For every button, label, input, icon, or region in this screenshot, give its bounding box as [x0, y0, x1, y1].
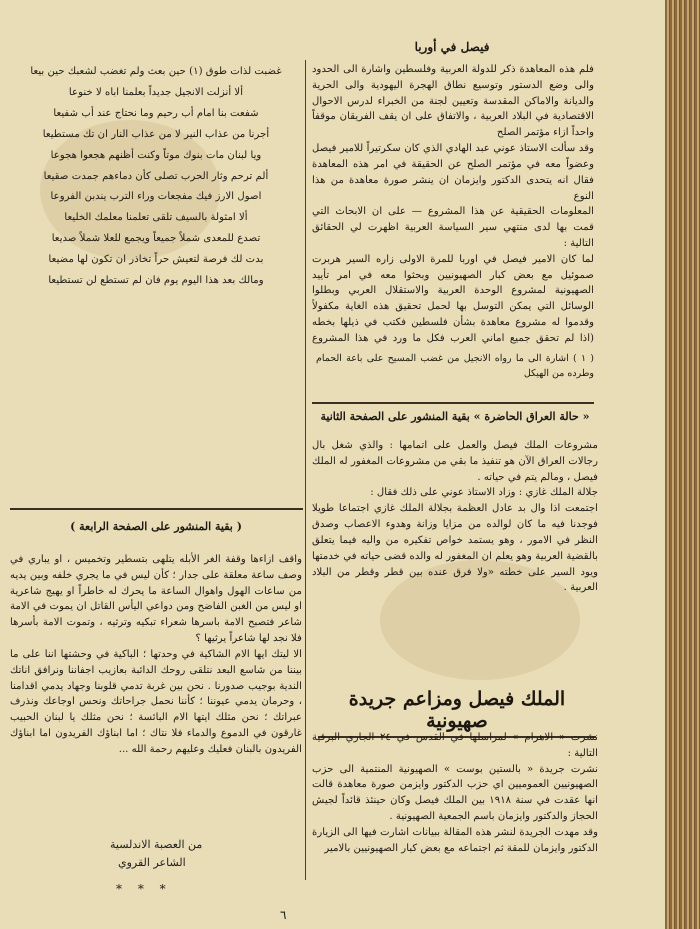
article-body	[312, 730, 598, 925]
page-number: ٦	[280, 908, 287, 922]
paragraph: وقد مهدت الجريدة لنشر هذه المقالة ببيانات اشارت فيها الى الزيارة الدكتور وايزمان للمقة ثم اجتماعه مع بعض كبار الصهيونيين بالامير	[312, 826, 598, 854]
paragraph: واقف ازاءها وقفة الغر الأبله يتلهى بتسطير وتخميس ، او يباري في وصف ساعة معلقة على جدار ؛ كأن ليس في ما يجري خلفه وبين يديه من ساعات الهول واهوال الساعة ما يحرك له خاطراً او يهيج شاعرية او ليس من الغبن الفاضح ومن دواعي اليأس القاتل ان يموت في الامة شاعر فتصبح الامة باسرها شعراء تبكيه وترثيه ، وتموت الامة بأسرها فلا نجد لها شاعراً يرثيها ؟	[10, 554, 302, 645]
paragraph: الا ليتك ايها الام الشاكية في وحدتها ؛ الباكية في وحشتها اننا على ما بيننا من شاسع البعد نتلقى روحك الدائبة بعازيب اجفاننا ونرافق اناتك الندية بوجيب صدورنا . نحن بين غربة تدمي قلوبنا وجهاد يدمي اقدامنا ، وحرمان يدمي عيوننا ؛ كأننا نحمل جراحاتك ونحس اوجاعك ونذرف عبراتك ؛ نحن مثلك ايتها الام البائسة ؛ نحن مثلك يا لبنان الحبيب غارقون في الدموع والدماء فلا نتاك ؛ اما ابناؤك الفريدون اما ابناؤك الفريدون بالبنان فعليك وعليهم رحمة الله ...	[10, 648, 302, 755]
column-divider	[305, 60, 306, 880]
poem-line: ألا أنزلت الانجيل جديداً بعلمنا اباه لا خنوعا	[68, 86, 244, 98]
left-continued-body	[10, 552, 302, 852]
poem-line: اصول الارز فيك مفجعات وراء الترب يندبن الفروعا	[50, 191, 262, 203]
paragraph: وقد سألت الاستاذ عوني عبد الهادي الذي كان سكرتيراً للامير فيصل وعضواً معه في مؤتمر الصلح عن الحقيقة في امر هذه المعاهدة فقال انه يتحدى الدكتور وايزمان ان ينشر صورة معاهدة من هذا النوع	[312, 143, 594, 202]
poem-line: أجرنا من عذاب النير لا من عذاب النار ان تك مستطيعا	[42, 128, 270, 140]
poem-column	[10, 62, 302, 502]
section-title-faisal-europe: فيصل في أوربا	[414, 40, 490, 54]
article-title: الملك فيصل ومزاعم جريدة صهيونية	[318, 688, 596, 738]
section-divider	[10, 508, 303, 510]
paragraph: لما كان الامير فيصل في اوربا للمرة الاولى زاره السير هربرت صموئيل مع بعض كبار الصهيونيين وبحثوا معه في امر تأييد الصهيونية لمشروع الوحدة العربية والاستقلال العربي وبطلوا الوسائل التي يمكن التوسل بها لحمل تحقيق هذه الغاية مكفولاً وقدموا له مشروع معاهدة بشأن فلسطين فكتب في ذيلها بخطه (اذا لم تحقق جميع اماني العرب فكل ما ورد في هذا المشروع	[312, 253, 594, 344]
signature-group: من العصبة الاندلسية	[110, 838, 203, 851]
paragraph: المعلومات الحقيقية عن هذا المشروع — على ان الابحاث التي قمت بها لدى منتهي سير السياسة العربية اظهرت لي الحقائق التالية :	[312, 206, 594, 249]
paragraph: جلالة الملك غازي : وزاد الاستاذ عوني على ذلك فقال :	[370, 487, 598, 499]
paragraph: نشرت جريدة « بالستين بوست » الصهيونية المنتمية الى حزب الصهيونيين العموميين اي حزب الدكتور وايزمن صورة معاهدة قالت انها عقدت في سنة ١٩١٨ بين الملك فيصل وكان حينئذ قائداً لجيش الحجاز والدكتور وايزمان باسم الجمعية الصهيونية .	[312, 763, 598, 823]
signature-poet: الشاعر القروي	[118, 856, 186, 869]
continued-heading-left: ( بقية المنشور على الصفحة الرابعة )	[70, 520, 242, 533]
paragraph: مشروعات الملك فيصل والعمل على اتمامها : والذي شغل بال رجالات العراق الآن هو تنفيذ ما بقي من مشروعات المغفور له الملك فيصل ، ومالم يتم في حياته .	[312, 440, 598, 483]
poem-line: تصدع للمعدى شملاً جميعاً ويجمع للعلا شملاً صديعا	[51, 233, 261, 245]
poem-line: ألا امثولة بالسيف تلقى تعلمنا معلمك الخليعا	[64, 212, 248, 224]
continued-heading: « حالة العراق الحاضرة » بقية المنشور على الصفحة الثانية	[320, 410, 590, 423]
paragraph: اجتمعت اذا وال بد عادل العظمة بجلالة الملك غازي اجتماعا طويلا فوجدنا فيه ما كان لوالده من مزايا وزانة وهدوء الاعصاب وصدق النظر في الامور ، وهو يستمد خواص تفكيره من واليه فيما يتعلق بالقضية العربية وهو يعلم ان المغفور له والده قضى حياته في خدمتها ويود السير على خطته «ولا فرق عنده بين قطر وقطر من البلاد العربية .	[312, 503, 598, 594]
paragraph: فلم هذه المعاهدة ذكر للدولة العربية وفلسطين واشارة الى الحدود والى وضع الدستور وتوسيع نطاق الهجرة اليهودية والى الحرية والديانة والاماكن المقدسة وتعيين لجنة من الخبراء لدرس الاحوال الاقتصادية في البلاد العربية ، والاتفاق على ان يقف الفريقان موقفاً واحداً ازاء مؤتمر الصلح	[312, 64, 594, 139]
poem-line: شفعت بنا امام أب رحيم وما نحتاج عند أب شفيعا	[53, 107, 259, 119]
poem-line: ويا لبنان مات بنوك موتاً وكنت أظنهم هجعوا هجوعا	[50, 149, 262, 161]
right-column	[312, 62, 594, 347]
book-page-edges	[665, 0, 700, 929]
footnote: ( ١ ) اشارة الى ما رواه الانجيل من غضب المسيح على باعة الحمام وطرده من الهيكل	[316, 353, 594, 379]
poem-line: ألم ترحم وثار الحرب تصلى كأن دماءهم جمدت صقيعا	[43, 170, 269, 182]
section-divider	[312, 402, 594, 404]
poem-line: ومالك بعد هذا اليوم يوم فان لم تستطع لن تستطيعا	[48, 275, 264, 287]
iraq-section	[312, 438, 598, 680]
poem-line: بدت لك فرصة لتعيش حراً تخاذر ان تكون لها مضيعا	[48, 254, 264, 266]
paragraph: نشرت « الاهرام » لمراسلها في القدس في ٢٤ الجاري البرقية التالية :	[312, 732, 598, 759]
poem-line: غضبت لذات طوق (١) حين بعث ولم تغضب لشعبك حين بيعا	[30, 66, 282, 77]
section-stars: * * *	[116, 882, 172, 896]
